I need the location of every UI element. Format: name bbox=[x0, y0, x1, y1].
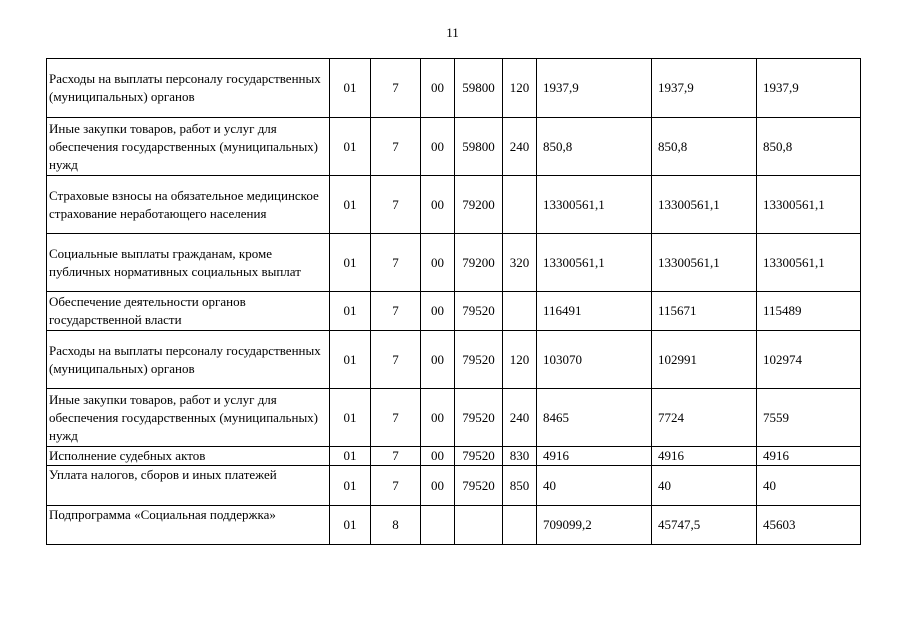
code-subprogram bbox=[421, 506, 455, 545]
code-section: 01 bbox=[330, 447, 371, 466]
amount-year-3: 4916 bbox=[757, 447, 861, 466]
row-name: Уплата налогов, сборов и иных платежей bbox=[47, 466, 330, 506]
code-expense-type: 320 bbox=[503, 234, 537, 292]
amount-year-1: 13300561,1 bbox=[537, 234, 652, 292]
code-section: 01 bbox=[330, 466, 371, 506]
code-expense-type: 120 bbox=[503, 59, 537, 118]
row-name: Расходы на выплаты персоналу государственных (муниципальных) органов bbox=[47, 331, 330, 389]
code-subprogram: 00 bbox=[421, 292, 455, 331]
code-program: 7 bbox=[371, 292, 421, 331]
code-section: 01 bbox=[330, 389, 371, 447]
amount-year-1: 116491 bbox=[537, 292, 652, 331]
row-name: Подпрограмма «Социальная поддержка» bbox=[47, 506, 330, 545]
code-program: 7 bbox=[371, 234, 421, 292]
code-direction: 79520 bbox=[455, 331, 503, 389]
table-row bbox=[47, 466, 861, 506]
table-row bbox=[47, 331, 861, 389]
amount-year-1: 4916 bbox=[537, 447, 652, 466]
amount-year-3: 13300561,1 bbox=[757, 234, 861, 292]
amount-year-2: 115671 bbox=[652, 292, 757, 331]
amount-year-1: 850,8 bbox=[537, 118, 652, 176]
table-row bbox=[47, 59, 861, 118]
code-expense-type: 240 bbox=[503, 118, 537, 176]
amount-year-3: 7559 bbox=[757, 389, 861, 447]
code-direction: 79200 bbox=[455, 234, 503, 292]
table-row bbox=[47, 389, 861, 447]
code-direction: 59800 bbox=[455, 59, 503, 118]
amount-year-2: 40 bbox=[652, 466, 757, 506]
amount-year-1: 13300561,1 bbox=[537, 176, 652, 234]
code-section: 01 bbox=[330, 118, 371, 176]
table-row bbox=[47, 118, 861, 176]
row-name: Расходы на выплаты персоналу государственных (муниципальных) органов bbox=[47, 59, 330, 118]
amount-year-2: 850,8 bbox=[652, 118, 757, 176]
amount-year-3: 40 bbox=[757, 466, 861, 506]
code-direction: 79520 bbox=[455, 292, 503, 331]
amount-year-3: 13300561,1 bbox=[757, 176, 861, 234]
code-direction: 79520 bbox=[455, 447, 503, 466]
code-expense-type: 240 bbox=[503, 389, 537, 447]
code-expense-type bbox=[503, 176, 537, 234]
amount-year-2: 13300561,1 bbox=[652, 176, 757, 234]
amount-year-1: 1937,9 bbox=[537, 59, 652, 118]
amount-year-2: 45747,5 bbox=[652, 506, 757, 545]
table-row bbox=[47, 234, 861, 292]
code-section: 01 bbox=[330, 506, 371, 545]
code-expense-type bbox=[503, 506, 537, 545]
row-name: Социальные выплаты гражданам, кроме публичных нормативных социальных выплат bbox=[47, 234, 330, 292]
budget-table bbox=[46, 58, 861, 545]
code-subprogram: 00 bbox=[421, 447, 455, 466]
code-section: 01 bbox=[330, 59, 371, 118]
amount-year-1: 709099,2 bbox=[537, 506, 652, 545]
table-row bbox=[47, 176, 861, 234]
row-name: Иные закупки товаров, работ и услуг для обеспечения государственных (муниципальных) нужд bbox=[47, 389, 330, 447]
amount-year-2: 102991 bbox=[652, 331, 757, 389]
code-program: 7 bbox=[371, 331, 421, 389]
amount-year-3: 102974 bbox=[757, 331, 861, 389]
amount-year-3: 1937,9 bbox=[757, 59, 861, 118]
code-program: 8 bbox=[371, 506, 421, 545]
table-row bbox=[47, 506, 861, 545]
page-number: 11 bbox=[446, 25, 459, 40]
code-direction: 79200 bbox=[455, 176, 503, 234]
code-subprogram: 00 bbox=[421, 234, 455, 292]
code-expense-type: 850 bbox=[503, 466, 537, 506]
code-subprogram: 00 bbox=[421, 331, 455, 389]
row-name: Исполнение судебных актов bbox=[47, 447, 330, 466]
table-row bbox=[47, 447, 861, 466]
amount-year-2: 7724 bbox=[652, 389, 757, 447]
code-subprogram: 00 bbox=[421, 176, 455, 234]
amount-year-2: 1937,9 bbox=[652, 59, 757, 118]
table-row bbox=[47, 292, 861, 331]
code-program: 7 bbox=[371, 466, 421, 506]
code-expense-type: 120 bbox=[503, 331, 537, 389]
code-subprogram: 00 bbox=[421, 59, 455, 118]
code-direction: 79520 bbox=[455, 389, 503, 447]
code-section: 01 bbox=[330, 331, 371, 389]
amount-year-1: 103070 bbox=[537, 331, 652, 389]
code-program: 7 bbox=[371, 447, 421, 466]
amount-year-3: 45603 bbox=[757, 506, 861, 545]
code-direction: 79520 bbox=[455, 466, 503, 506]
code-expense-type: 830 bbox=[503, 447, 537, 466]
amount-year-3: 115489 bbox=[757, 292, 861, 331]
code-section: 01 bbox=[330, 292, 371, 331]
code-subprogram: 00 bbox=[421, 466, 455, 506]
row-name: Обеспечение деятельности органов государственной власти bbox=[47, 292, 330, 331]
code-direction bbox=[455, 506, 503, 545]
code-program: 7 bbox=[371, 59, 421, 118]
amount-year-2: 13300561,1 bbox=[652, 234, 757, 292]
amount-year-2: 4916 bbox=[652, 447, 757, 466]
code-section: 01 bbox=[330, 176, 371, 234]
code-expense-type bbox=[503, 292, 537, 331]
amount-year-3: 850,8 bbox=[757, 118, 861, 176]
code-subprogram: 00 bbox=[421, 118, 455, 176]
row-name: Страховые взносы на обязательное медицинское страхование неработающего населения bbox=[47, 176, 330, 234]
code-program: 7 bbox=[371, 176, 421, 234]
amount-year-1: 8465 bbox=[537, 389, 652, 447]
code-direction: 59800 bbox=[455, 118, 503, 176]
code-program: 7 bbox=[371, 118, 421, 176]
code-program: 7 bbox=[371, 389, 421, 447]
row-name: Иные закупки товаров, работ и услуг для обеспечения государственных (муниципальных) нужд bbox=[47, 118, 330, 176]
code-subprogram: 00 bbox=[421, 389, 455, 447]
amount-year-1: 40 bbox=[537, 466, 652, 506]
code-section: 01 bbox=[330, 234, 371, 292]
